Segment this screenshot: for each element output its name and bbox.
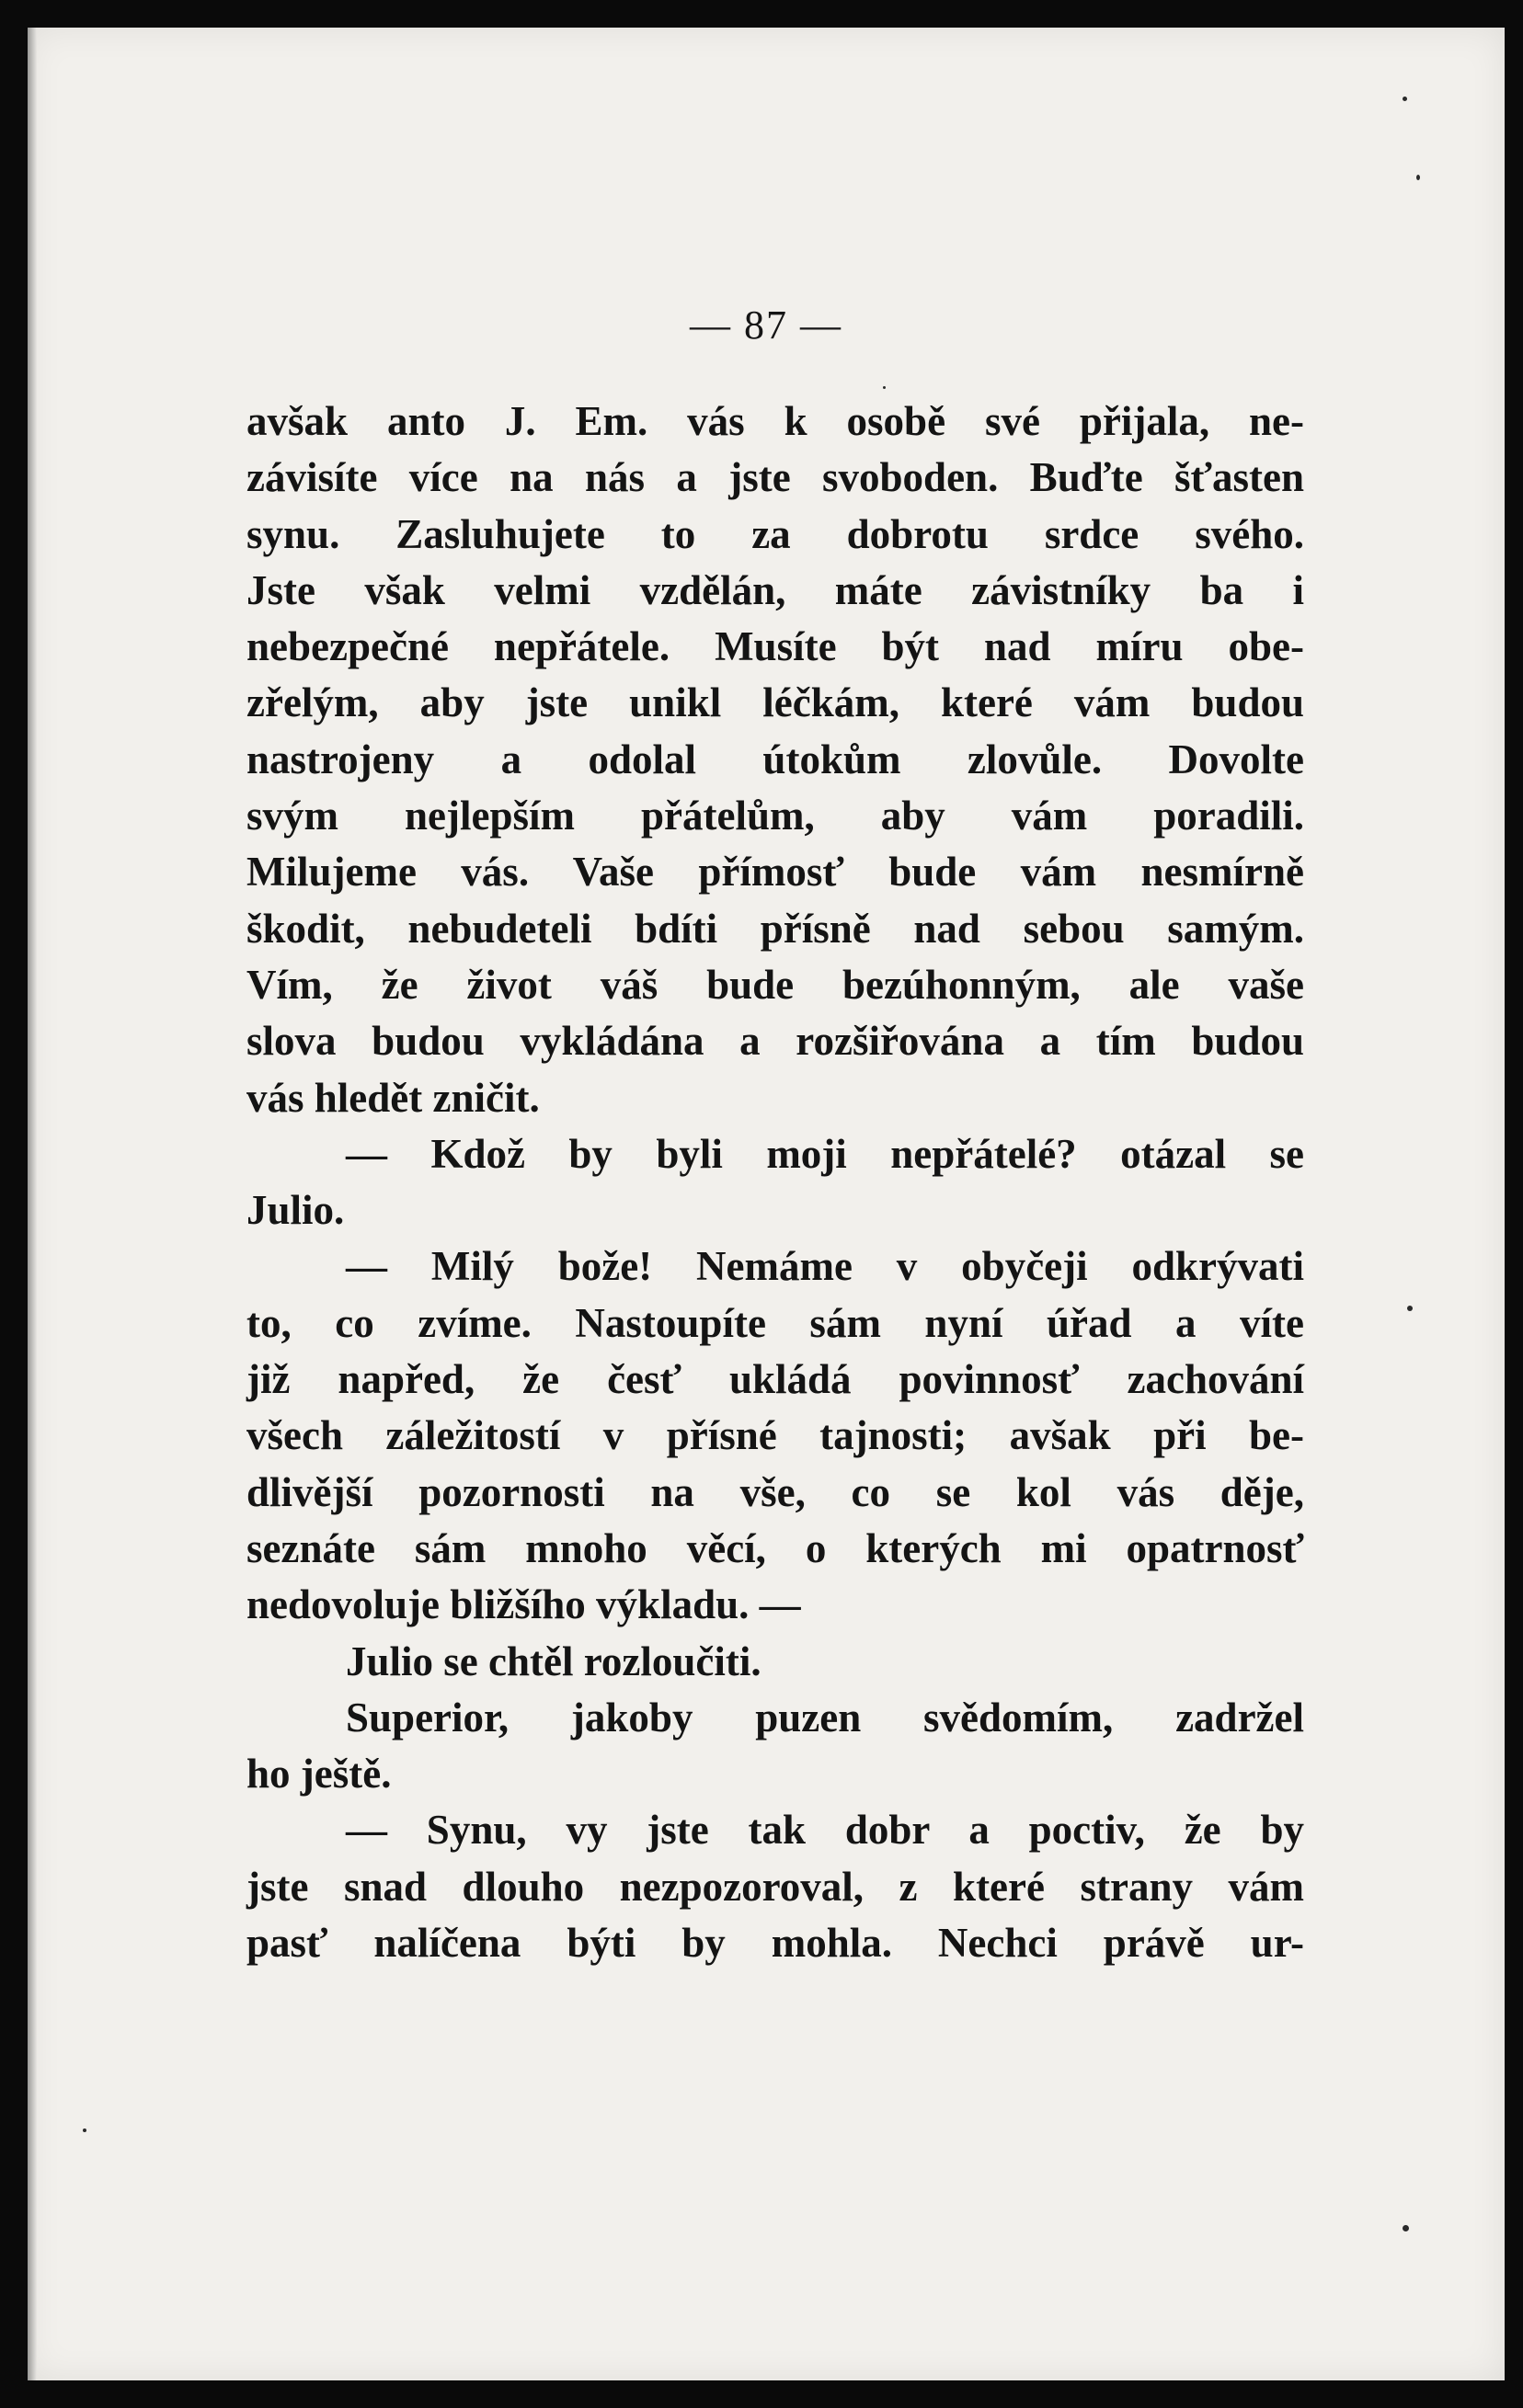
page-edge <box>28 28 37 2380</box>
text-line: — Kdož by byli moji nepřátelé? otázal se <box>346 1130 1304 1177</box>
text-line: svým nejlepším přátelům, aby vám poradili. <box>246 793 1304 839</box>
text-line: nedovoluje bližšího výkladu. — <box>246 1581 801 1628</box>
text-line: slova budou vykládána a rozšiřována a tím budou <box>246 1018 1304 1065</box>
text-line: zřelým, aby jste unikl léčkám, které vám budou <box>246 679 1304 726</box>
text-line: to, co zvíme. Nastoupíte sám nyní úřad a víte <box>246 1299 1304 1346</box>
text-line: seznáte sám mnoho věcí, o kterých mi opatrnosť <box>246 1524 1304 1571</box>
page-number: — 87 — <box>690 302 842 348</box>
text-line: jste snad dlouho nezpozoroval, z které strany vám <box>246 1863 1304 1910</box>
text-line: pasť nalíčena býti by mohla. Nechci právě ur- <box>246 1920 1304 1967</box>
print-speck <box>1403 97 1407 101</box>
text-line: Superior, jakoby puzen svědomím, zadržel <box>346 1694 1304 1740</box>
text-line: — Synu, vy jste tak dobr a poctiv, že by <box>346 1807 1304 1854</box>
text-line: všech záležitostí v přísné tajnosti; avšak při be- <box>246 1412 1304 1459</box>
text-line: dlivější pozornosti na vše, co se kol vás děje, <box>246 1468 1304 1515</box>
text-line: — Milý bože! Nemáme v obyčeji odkrývati <box>346 1243 1304 1290</box>
text-line: synu. Zasluhujete to za dobrotu srdce svého. <box>246 510 1304 557</box>
print-speck <box>1407 1306 1413 1311</box>
text-line: ho ještě. <box>246 1751 392 1797</box>
body-text <box>246 394 1304 1971</box>
text-line: nebezpečné nepřátele. Musíte být nad míru obe- <box>246 623 1304 670</box>
text-line: avšak anto J. Em. vás k osobě své přijala, ne- <box>246 398 1304 444</box>
text-line: Julio se chtěl rozloučiti. <box>346 1638 762 1684</box>
text-line: škodit, nebudeteli bdíti přísně nad sebou samým. <box>246 905 1304 952</box>
print-speck <box>1416 175 1420 180</box>
text-line: závisíte více na nás a jste svoboden. Buďte šťasten <box>246 454 1304 501</box>
book-page <box>28 28 1505 2380</box>
text-line: Vím, že život váš bude bezúhonným, ale vaše <box>246 961 1304 1008</box>
text-line: Julio. <box>246 1187 345 1234</box>
print-speck <box>883 386 886 389</box>
text-line: vás hledět zničit. <box>246 1074 540 1121</box>
text-line: Milujeme vás. Vaše přímosť bude vám nesmírně <box>246 849 1304 896</box>
text-line: nastrojeny a odolal útokům zlovůle. Dovolte <box>246 736 1304 782</box>
print-speck <box>1403 2225 1409 2231</box>
text-line: již napřed, že česť ukládá povinnosť zachování <box>246 1356 1304 1403</box>
text-line: Jste však velmi vzdělán, máte závistníky ba i <box>246 566 1304 613</box>
print-speck <box>83 2128 86 2132</box>
